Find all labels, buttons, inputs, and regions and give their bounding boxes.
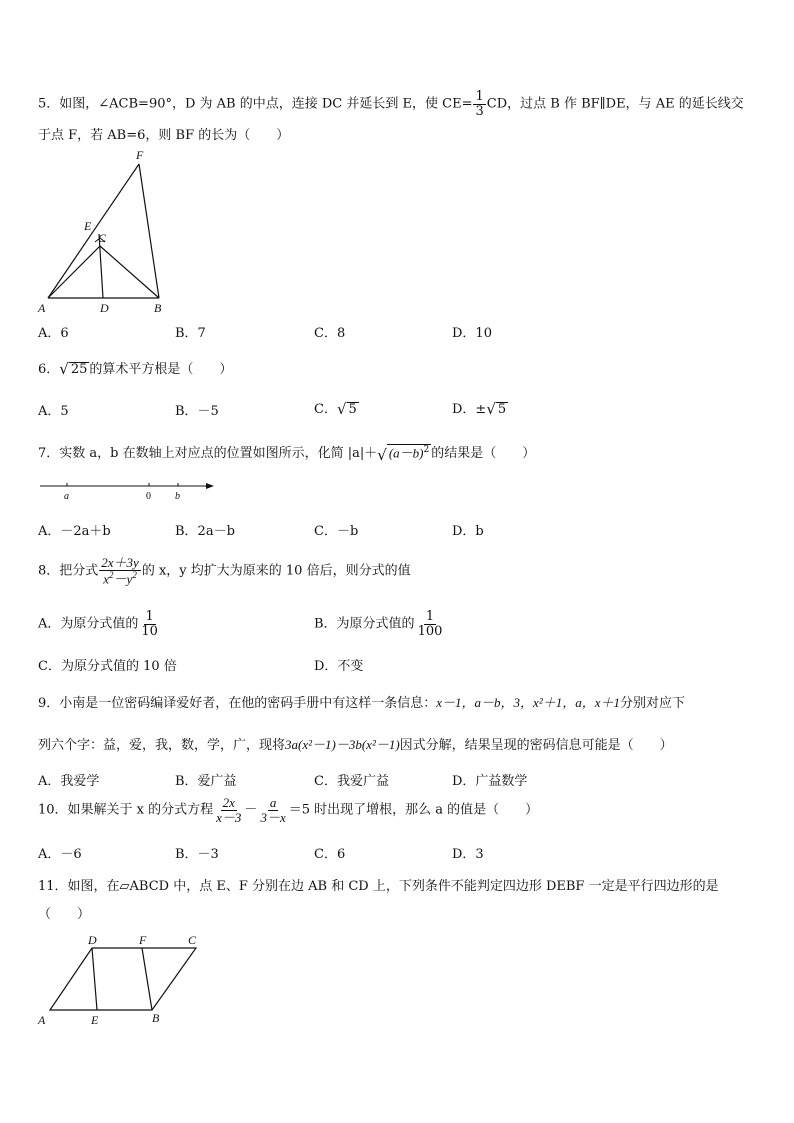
- q11-label-a: A: [38, 1013, 46, 1027]
- q11-label-f: F: [139, 933, 147, 947]
- q11-stem-line2: （ ）: [38, 907, 91, 922]
- q5-label-a: A: [38, 301, 46, 315]
- q8-suffix: 的 x，y 均扩大为原来的 10 倍后，则分式的值: [141, 563, 411, 579]
- q5-label-e: E: [84, 219, 92, 233]
- q7-axis-label-a: a: [64, 491, 69, 502]
- q9-info-list: x－1，a－b，3，x²＋1，a，x＋1: [436, 695, 620, 710]
- q8-option-a-num: 1: [145, 609, 154, 624]
- q9-line1-a: 9．小南是一位密码编译爱好者，在他的密码手册中有这样一条信息：: [38, 696, 437, 711]
- q7-option-b: B．2a－b: [175, 524, 235, 539]
- q11-stem-line1: 11．如图，在▱ABCD 中，点 E、F 分别在边 AB 和 CD 上，下列条件不能判定四边形 DEBF 一定是平行四边形的是: [38, 879, 719, 894]
- q8-option-b: [314, 610, 445, 638]
- q7-sqrt: √ $(a-b)^2$: [377, 445, 430, 464]
- q10-f2-num: a: [269, 795, 277, 810]
- q5-triangle-figure: [34, 146, 174, 318]
- q5-segment-ac: [48, 246, 100, 298]
- q10-prefix: 10．如果解关于 x 的分式方程: [38, 802, 214, 818]
- q5-option-d: D．10: [452, 326, 492, 341]
- q8-option-a-prefix: A．为原分式值的: [38, 616, 139, 632]
- q7-axis-arrow: [206, 483, 214, 489]
- q11-segment-fb: [142, 948, 152, 1010]
- q6-prefix: 6．: [38, 362, 60, 377]
- q5-label-c: C: [98, 231, 107, 245]
- q10-option-d: D．3: [452, 847, 484, 862]
- q11-label-e: E: [91, 1013, 99, 1027]
- q9-option-d: D．广益数学: [452, 774, 528, 789]
- q8-option-b-prefix: B．为原分式值的: [314, 616, 415, 632]
- q10-option-a: A．－6: [38, 847, 82, 862]
- q9-line2-a: 列六个字：益，爱，我，数，学，广，现将: [38, 738, 286, 753]
- q5-stem-line2: 于点 F，若 AB=6，则 BF 的长为（ ）: [38, 128, 290, 143]
- q8-option-b-num: 1: [425, 609, 435, 624]
- q9-expression: 3a(x²－1)－3b(x²－1): [285, 737, 400, 752]
- q7-option-a: A．－2a＋b: [38, 524, 111, 539]
- q10-fraction-2: [258, 796, 287, 824]
- q5-option-b: B．7: [175, 326, 206, 341]
- q6-radicand: 25: [70, 361, 88, 377]
- q10-f1-num: 2x: [222, 795, 235, 810]
- q10-fraction-1: [214, 796, 243, 824]
- q10-option-b: B．－3: [175, 847, 219, 862]
- q6-option-d-prefix: D．±: [452, 402, 487, 417]
- q9-line1-b: 分别对应下: [620, 696, 686, 711]
- q6-stem: [38, 358, 232, 377]
- q6-option-a: A．5: [38, 404, 69, 419]
- q9-option-c: C．我爱广益: [314, 774, 389, 789]
- q7-number-line: [38, 478, 218, 502]
- q6-option-b: B．－5: [175, 404, 219, 419]
- q7-option-d: D．b: [452, 524, 484, 539]
- q10-suffix: ＝5 时出现了增根，那么 a 的值是（ ）: [288, 802, 539, 818]
- q5-frac-den: 3: [475, 103, 484, 119]
- q7-option-c: C．－b: [314, 524, 359, 539]
- q8-option-d: D．不变: [314, 659, 364, 674]
- q11-label-b: B: [152, 1011, 160, 1025]
- q11-label-c: C: [188, 933, 197, 947]
- q6-option-c: C． √ 5: [314, 400, 357, 419]
- q8-option-c: C．为原分式值的 10 倍: [38, 659, 177, 674]
- q7-axis-label-zero: 0: [146, 491, 151, 502]
- q5-stem-a: 5．如图，∠ACB=90°，D 为 AB 的中点，连接 DC 并延长到 E，使 CE=: [38, 96, 473, 112]
- q8-frac-num: 2x＋3y: [101, 555, 139, 570]
- q8-option-b-den: 100: [417, 623, 443, 639]
- q7-axis-label-b: b: [175, 491, 180, 502]
- q8-stem: [38, 556, 411, 586]
- q9-line2-b: 因式分解，结果呈现的密码信息可能是（ ）: [399, 738, 673, 753]
- q8-den-exp1: 2: [109, 569, 114, 580]
- q8-den-exp2: 2: [132, 569, 137, 580]
- q11-parallelogram-abcd: [50, 948, 196, 1010]
- q10-stem: [38, 796, 538, 824]
- q5-segment-cb: [100, 246, 159, 298]
- q5-option-c: C．8: [314, 326, 346, 341]
- q11-parallelogram-figure: [34, 930, 204, 1030]
- q6-sqrt: √ 25: [59, 360, 88, 379]
- q8-option-a-den: 10: [141, 623, 158, 639]
- q6-option-c-radicand: 5: [348, 401, 357, 417]
- q7-stem-b: 的结果是（ ）: [431, 446, 536, 461]
- q5-frac-num: 1: [475, 89, 484, 104]
- q6-suffix: 的算术平方根是（ ）: [89, 362, 233, 377]
- q5-label-f: F: [136, 148, 144, 162]
- q8-frac-den-b: －y: [113, 570, 133, 586]
- q6-option-d: D．± √ 5: [452, 400, 507, 419]
- q6-option-d-radicand: 5: [497, 401, 507, 417]
- q9-option-a: A．我爱学: [38, 774, 100, 789]
- q5-stem-line1: [38, 90, 744, 118]
- q10-option-c: C．6: [314, 847, 346, 862]
- q8-fraction: [99, 556, 141, 586]
- q7-stem: [38, 442, 535, 463]
- q7-radicand-exp: 2: [423, 445, 430, 456]
- q11-label-d: D: [88, 933, 97, 947]
- q7-radicand: (a－b): [388, 445, 424, 461]
- q10-f2-den: 3－x: [260, 809, 286, 825]
- q5-stem-b: CD，过点 B 作 BF∥DE，与 AE 的延长线交: [486, 96, 744, 112]
- q5-option-a: A．6: [38, 326, 69, 341]
- q8-frac-den-a: x: [103, 570, 110, 586]
- q9-stem-line2: [38, 734, 673, 753]
- q5-label-b: B: [154, 301, 162, 315]
- q6-option-c-prefix: C．: [314, 402, 337, 417]
- q5-label-d: D: [100, 301, 109, 315]
- q5-segment-af: [48, 164, 139, 298]
- q9-option-b: B．爱广益: [175, 774, 237, 789]
- q10-minus: －: [244, 802, 258, 818]
- q8-option-a: [38, 610, 161, 638]
- q5-segment-fb: [139, 164, 159, 298]
- q5-fraction: [473, 90, 485, 118]
- q10-f1-den: x－3: [216, 809, 242, 825]
- q9-stem-line1: [38, 692, 685, 711]
- q11-segment-de: [92, 948, 97, 1010]
- q7-stem-a: 7．实数 a，b 在数轴上对应点的位置如图所示，化简 |a|＋: [38, 446, 378, 461]
- q8-prefix: 8．把分式: [38, 563, 99, 579]
